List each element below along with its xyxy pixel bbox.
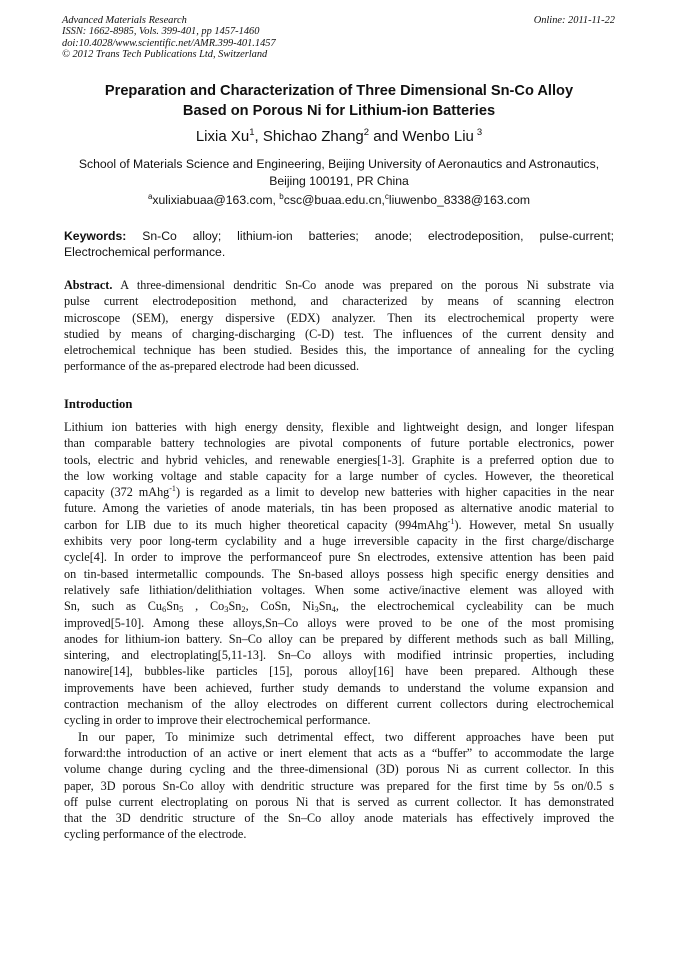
formula-subscript: 3 bbox=[224, 604, 229, 615]
keywords-line-2: Electrochemical performance. bbox=[64, 245, 226, 259]
formula-subscript: 4 bbox=[331, 604, 336, 615]
section-heading-introduction: Introduction bbox=[64, 397, 133, 411]
formula-text: Sn bbox=[318, 599, 332, 614]
abstract-line: studied by means of charging-discharging (C-D) test. The influences of the current density and bbox=[64, 326, 614, 341]
intro-line bbox=[64, 517, 614, 533]
intro-text: ) is regarded as a limit to develop new batteries with higher capacities in the near bbox=[175, 485, 615, 500]
affiliation-line-1: School of Materials Science and Engineering, Beijing University of Aeronautics and Astronautics, bbox=[78, 157, 600, 171]
author-2: Shichao Zhang bbox=[262, 128, 364, 145]
formula-subscript: 5 bbox=[179, 604, 184, 615]
author-3-affil-mark: 3 bbox=[476, 127, 483, 138]
journal-header bbox=[62, 15, 276, 61]
email-mark-b: b bbox=[279, 192, 284, 201]
title-line-2: Based on Porous Ni for Lithium-ion Batteries bbox=[182, 102, 496, 119]
introduction-body bbox=[64, 419, 614, 843]
abstract-line: microscope (SEM), energy dispersive (EDX) analyzer. Then its electrochemical property were bbox=[64, 310, 614, 325]
email-mark-a: a bbox=[147, 192, 153, 201]
title-line-1: Preparation and Characterization of Three Dimensional Sn-Co Alloy bbox=[104, 83, 574, 99]
formula-text: , Co bbox=[183, 599, 225, 614]
intro-line: the low working voltage and stable capacity for a large number of cycles. However, the theoretical bbox=[64, 468, 614, 483]
author-conjunction: and bbox=[369, 128, 403, 145]
unit-exponent: -1 bbox=[447, 516, 455, 526]
formula-subscript: 2 bbox=[241, 604, 246, 615]
intro-line: contraction mechanism of the alloy electrodes on different current collectors during electrochemical bbox=[64, 697, 614, 712]
intro-line: nanowire[14], bubbles-like particles [15], porous alloy[16] have been prepared. Although these bbox=[64, 664, 614, 679]
unit-exponent: -1 bbox=[169, 484, 176, 494]
author-2-affil-mark: 2 bbox=[363, 127, 370, 138]
intro-text: ). However, metal Sn usually bbox=[454, 517, 615, 532]
formula-text: , CoSn, Ni bbox=[245, 599, 315, 614]
intro-line: Lithium ion batteries with high energy density, flexible and lightweight design, and longer lifespan bbox=[64, 420, 614, 434]
intro-line: cycling performance of the electrode. bbox=[64, 827, 247, 842]
formula-text: , the electrochemical cycleability can be much bbox=[335, 599, 614, 614]
intro-line: forward:the introduction of an active or inert element that acts as a “buffer” to accommodate the large bbox=[64, 745, 614, 760]
intro-text: capacity (372 mAhg bbox=[64, 485, 170, 500]
intro-line: improvements have been achieved, further study demands to understand the volume expansion and bbox=[64, 680, 614, 695]
journal-issn: ISSN: 1662-8985, Vols. 399-401, pp 1457-1460 bbox=[62, 26, 260, 38]
intro-line: cycle[4]. In order to improve the performanceof pure Sn electrodes, extensive attention has been paid bbox=[64, 550, 614, 565]
abstract-line bbox=[64, 277, 614, 293]
author-1: Lixia Xu bbox=[195, 128, 250, 145]
intro-line: sintering, and electroplating[5,11-13]. Sn–Co alloys with modified intrinsic properties, including bbox=[64, 648, 614, 663]
formula-text: Sn, such as Cu bbox=[64, 599, 162, 614]
intro-line: that the 3D dendritic structure of the Sn–Co alloy anode materials has effectively improved the bbox=[64, 811, 614, 826]
author-3: Wenbo Liu bbox=[402, 128, 474, 145]
intro-line: tools, electric and hybrid vehicles, and renewable energies[1-3]. Graphite is a preferred option due to bbox=[64, 452, 614, 467]
affiliation-line-2: Beijing 100191, PR China bbox=[269, 174, 409, 188]
intro-line: exhibits very poor long-term cyclability and a huge irreversible capacity in the first charge/discharge bbox=[64, 534, 614, 549]
email-b[interactable]: csc@buaa.edu.cn, bbox=[283, 193, 385, 207]
intro-text: carbon for LIB due to its much higher theoretical capacity (994mAhg bbox=[64, 517, 448, 532]
affiliation bbox=[40, 156, 638, 190]
intro-line: off pulse current electroplating on porous Ni that is served as current collector. It has demonstrated bbox=[64, 794, 614, 809]
intro-line: anodes for lithium-ion battery. Sn–Co alloy can be prepared by different methods such as ball Milling, bbox=[64, 631, 614, 646]
abstract-line: performance of the as-prepared electrode had been dicussed. bbox=[64, 359, 360, 374]
abstract-text: A three-dimensional dendritic Sn-Co anode was prepared on the porous Ni substrate via bbox=[112, 278, 614, 292]
keywords-label: Keywords: bbox=[64, 229, 127, 243]
intro-line: on tin-based intermetallic compounds. The Sn-based alloys possess high specific energy densities and bbox=[64, 566, 614, 581]
email-a[interactable]: xulixiabuaa@163.com, bbox=[152, 193, 280, 207]
abstract bbox=[64, 277, 614, 375]
intro-line: volume change during cycling and the three-dimensional (3D) porous Ni as current collector. In this bbox=[64, 762, 614, 777]
author-1-affil-mark: 1 bbox=[249, 127, 255, 138]
keywords bbox=[64, 228, 614, 260]
intro-line: future. Among the varieties of anode materials, tin has been proposed as alternative anodic material to bbox=[64, 501, 614, 516]
author-emails bbox=[40, 192, 638, 208]
journal-copyright: © 2012 Trans Tech Publications Ltd, Switzerland bbox=[62, 49, 268, 61]
abstract-line: eletrochemical technique has been studied. Besides this, the importance of annealing for the cycling bbox=[64, 343, 614, 358]
abstract-line: pulse current electrodeposition methond, and characterized by means of scanning electron bbox=[64, 294, 614, 309]
intro-line: cycling in order to improve their electrochemical performance. bbox=[64, 713, 371, 728]
paper-title bbox=[40, 82, 638, 121]
intro-line: relatively safe lithiation/delithiation voltages. When some active/inactive element was alloyed with bbox=[64, 582, 614, 597]
author-separator: , bbox=[254, 128, 263, 145]
formula-text: Sn bbox=[228, 599, 242, 614]
formula-text: Sn bbox=[166, 599, 180, 614]
keywords-text-1: Sn-Co alloy; lithium-ion batteries; anode; electrodeposition, pulse-current; bbox=[126, 229, 614, 243]
online-date: Online: 2011-11-22 bbox=[533, 15, 615, 26]
intro-line bbox=[64, 598, 614, 614]
abstract-label: Abstract. bbox=[64, 278, 113, 292]
email-c[interactable]: liuwenbo_8338@163.com bbox=[388, 193, 531, 207]
keywords-line-1 bbox=[64, 228, 614, 244]
intro-line: improved[5-10]. Among these alloys,Sn–Co alloys were proved to be one of the most promising bbox=[64, 615, 614, 630]
journal-doi[interactable]: doi:10.4028/www.scientific.net/AMR.399-401.1457 bbox=[62, 37, 276, 49]
intro-line bbox=[64, 484, 614, 500]
author-list bbox=[40, 127, 638, 147]
intro-line: than comparable battery technologies are pivotal components of future portable electronics, power bbox=[64, 436, 614, 451]
formula-subscript: 3 bbox=[314, 604, 319, 615]
intro-line: In our paper, To minimize such detrimental effect, two different approaches have been put bbox=[78, 729, 614, 744]
formula-subscript: 6 bbox=[161, 604, 167, 615]
journal-name: Advanced Materials Research bbox=[62, 15, 187, 26]
email-mark-c: c bbox=[384, 192, 389, 201]
intro-line: paper, 3D porous Sn-Co alloy with dendritic structure was prepared for the first time by 5s on/0.5 s bbox=[64, 778, 614, 793]
